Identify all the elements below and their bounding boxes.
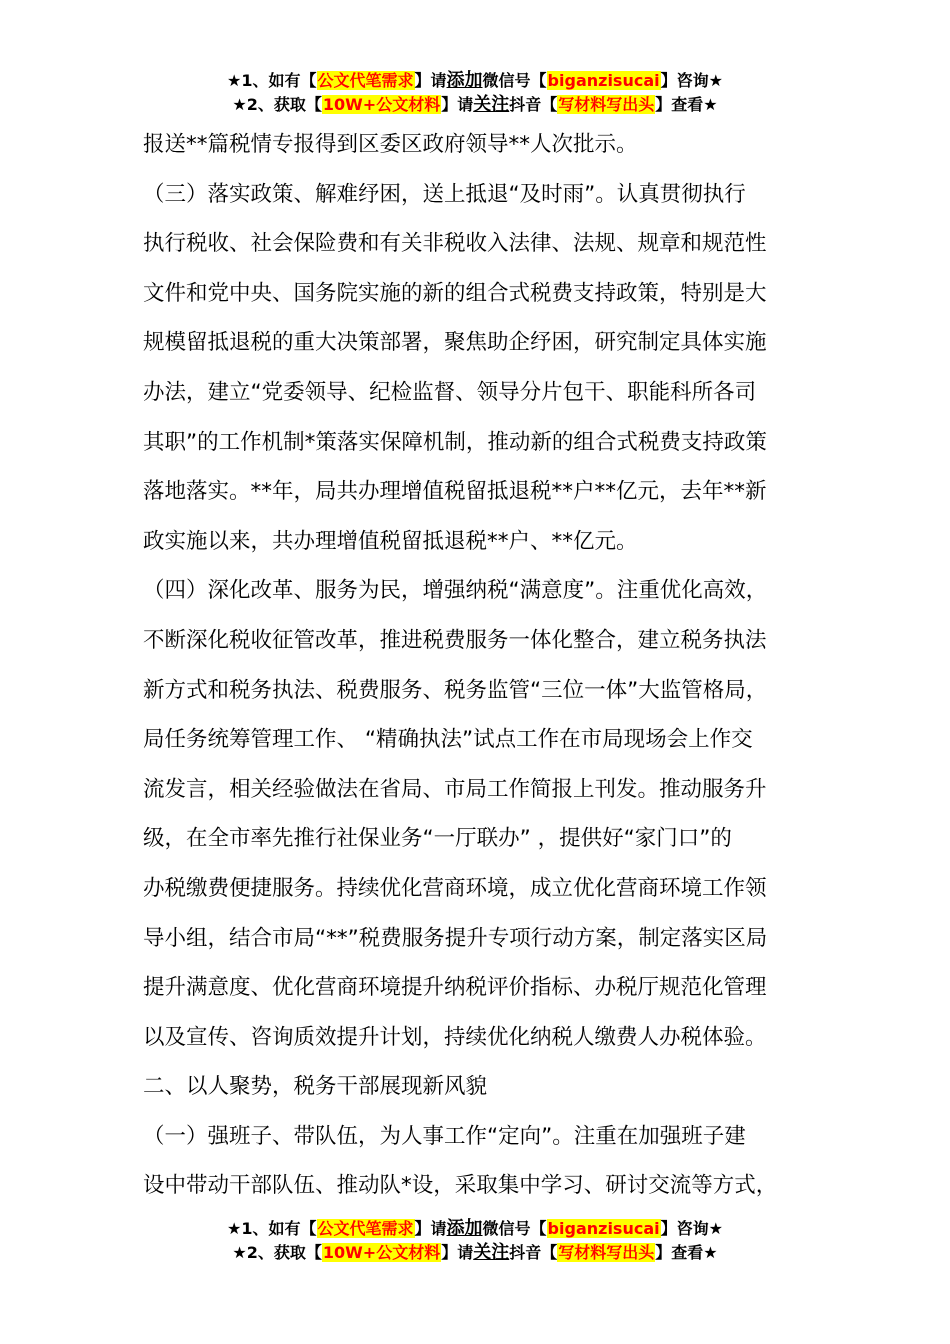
banner-line-2: ★2、获取【10W+公文材料】请关注抖音【写材料写出头】查看★	[232, 94, 718, 115]
section-heading: 二、以人聚势，税务干部展现新风貌	[143, 1074, 488, 1100]
text-line: 执行税收、社会保险费和有关非税收入法律、法规、规章和规范性	[143, 231, 767, 257]
footer-banner	[0, 1217, 950, 1265]
text-line: 设中带动干部队伍、推动队*设，采取集中学习、研讨交流等方式，	[143, 1173, 778, 1199]
text-line: 政实施以来，共办理增值税留抵退税**户、**亿元。	[143, 528, 638, 554]
text-line: （三）落实政策、解难纾困，送上抵退“及时雨”。认真贯彻执行	[143, 181, 746, 207]
text-line: 规模留抵退税的重大决策部署，聚焦助企纾困，研究制定具体实施	[143, 330, 767, 356]
banner-line-1: ★1、如有【公文代笔需求】请添加微信号【biganzisucai】咨询★	[227, 70, 723, 91]
text-line: 办法，建立“党委领导、纪检监督、领导分片包干、职能科所各司	[143, 379, 757, 405]
highlight-ghostwriting: 公文代笔需求	[317, 71, 414, 90]
header-banner	[0, 69, 950, 117]
text-line: 导小组，结合市局“**”税费服务提升专项行动方案，制定落实区局	[143, 925, 768, 951]
text-line: 报送**篇税情专报得到区委区政府领导**人次批示。	[143, 132, 638, 157]
text-line: 流发言，相关经验做法在省局、市局工作简报上刊发。推动服务升	[143, 776, 767, 802]
text-line: （一）强班子、带队伍，为人事工作“定向”。注重在加强班子建	[143, 1123, 746, 1149]
text-line: 以及宣传、咨询质效提升计划，持续优化纳税人缴费人办税体验。	[143, 1024, 767, 1050]
banner-line-2: ★2、获取【10W+公文材料】请关注抖音【写材料写出头】查看★	[232, 1242, 718, 1263]
banner-line-1: ★1、如有【公文代笔需求】请添加微信号【biganzisucai】咨询★	[227, 1218, 723, 1239]
highlight-ghostwriting: 公文代笔需求	[317, 1219, 414, 1238]
text-line: 落地落实。**年，局共办理增值税留抵退税**户**亿元，去年**新	[143, 479, 767, 505]
highlight-douyin-account: 写材料写出头	[558, 95, 655, 114]
highlight-wechat-id: biganzisucai	[547, 1219, 660, 1238]
highlight-materials: 10W+公文材料	[322, 95, 441, 114]
text-line: 办税缴费便捷服务。持续优化营商环境，成立优化营商环境工作领	[143, 875, 767, 901]
highlight-douyin-account: 写材料写出头	[558, 1243, 655, 1262]
text-line: 文件和党中央、国务院实施的新的组合式税费支持政策，特别是大	[143, 280, 767, 306]
text-line: 局任务统筹管理工作、 “精确执法”试点工作在市局现场会上作交	[143, 727, 753, 753]
highlight-materials: 10W+公文材料	[322, 1243, 441, 1262]
text-line: 不断深化税收征管改革，推进税费服务一体化整合，建立税务执法	[143, 627, 767, 653]
text-line: 级，在全市率先推行社保业务“一厅联办” ，提供好“家门口”的	[143, 826, 732, 852]
text-line: 提升满意度、优化营商环境提升纳税评价指标、办税厅规范化管理	[143, 975, 767, 1001]
document-body	[143, 120, 833, 1211]
text-line: （四）深化改革、服务为民，增强纳税“满意度”。注重优化高效，	[143, 578, 768, 604]
text-line: 其职”的工作机制*策落实保障机制，推动新的组合式税费支持政策	[143, 429, 767, 455]
highlight-wechat-id: biganzisucai	[547, 71, 660, 90]
text-line: 新方式和税务执法、税费服务、税务监管“三位一体”大监管格局，	[143, 677, 768, 703]
